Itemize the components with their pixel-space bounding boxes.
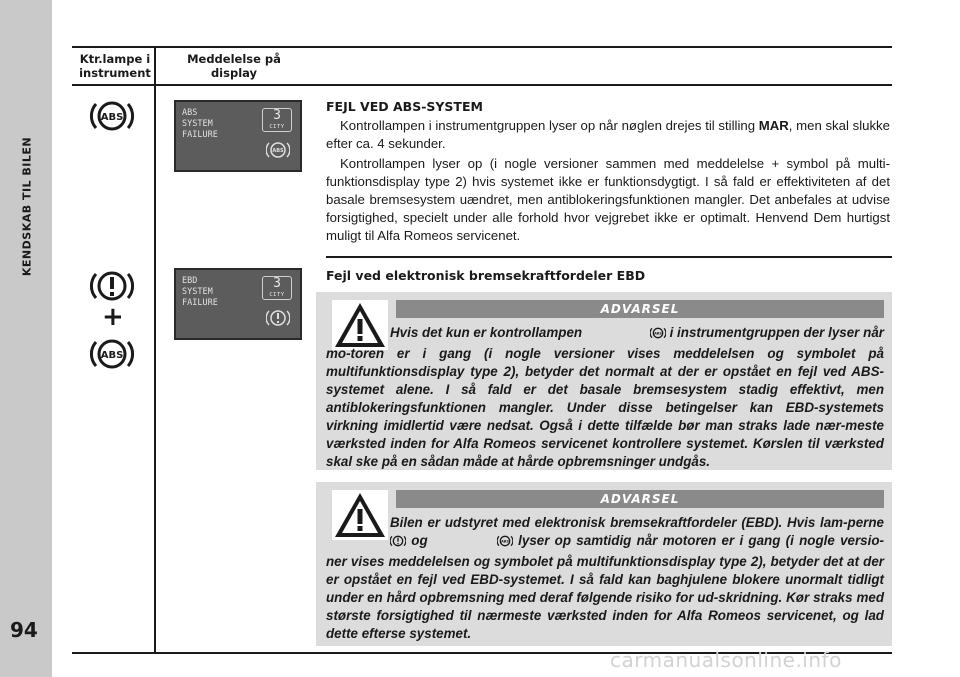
warning1-text-start: Hvis det kun er kontrollampen bbox=[390, 325, 586, 340]
warning-text-2 bbox=[326, 514, 884, 643]
page-number: 94 bbox=[10, 618, 38, 642]
warning-box-1 bbox=[316, 292, 892, 470]
paragraph-abs-2 bbox=[326, 155, 890, 245]
abs-icon bbox=[586, 326, 666, 345]
warning1-text-end: i instrumentgruppen der lyser når mo-toren er i gang (i nogle versioner vises meddelelsen og symbolet på multifunktionsdisplay type 2), betyder det normalt at der er opstået en fejl ved ABS-systemet alene. I så fald er det basale bremsesystem stadig effektivt, men antiblokeringsfunktionen mangler. Under disse betingelser kan EBD-systemets virkning imidlertid være nedsat. Også i dette tilfælde bør man straks lade nær-meste værksted inden for Alfa Romeos servicenet kontrollere systemet. Kørslen til værksted skal ske på en sådan måde at hårde opbremsninger undgås. bbox=[326, 325, 884, 469]
section-title-text: KENDSKAB TIL BILEN bbox=[20, 136, 34, 277]
abs-warning-icon bbox=[88, 334, 136, 378]
display-number: 3 bbox=[273, 276, 281, 291]
sidebar bbox=[0, 0, 52, 677]
display-message: EBD SYSTEM FAILURE bbox=[182, 276, 218, 308]
warning2-text-c: lyser op samtidig når motoren er i gang (i nogle versio-ner vises meddelelsen og symbolet på multifunktionsdisplay type 2), betyder det at der er opstået en fejl ved EBD-systemet. I så fald kan baghjulene blokere unormalt tidligt under en hård opbremsning med deraf følgende risiko for ud-skridning. Kør straks med største forsigtighed til nærmeste værksted inden for Alfa Romeos servicenet, og lad dette efterse systemet. bbox=[326, 533, 884, 641]
display-ebd-failure bbox=[174, 268, 302, 340]
display-gear-box bbox=[262, 108, 292, 132]
para1-text-end: , men skal slukke efter ca. 4 sekunder. bbox=[326, 118, 890, 151]
display-gear-box bbox=[262, 276, 292, 300]
brake-icon bbox=[266, 308, 290, 332]
para1-text: Kontrollampen i instrumentgruppen lyser op når nøglen drejes til stilling bbox=[340, 118, 759, 133]
svg-text:ABS: ABS bbox=[272, 148, 284, 154]
column-divider bbox=[154, 46, 156, 654]
warning-label: ADVARSEL bbox=[396, 300, 884, 318]
watermark: carmanualsonline.info bbox=[610, 648, 842, 672]
row-divider bbox=[326, 256, 892, 258]
para2-text: Kontrollampen lyser op (i nogle versioner sammen med meddelelse + symbol på multi-funktionsdisplay type 2) hvis systemet ikke er funktionsdygtigt. I så fald er effektiviteten af det basale bremsesystem uændret, men antiblokeringsfunktionen mangler. Det anbefales at udvise forsigtighed, specielt under alle forhold hvor vejgrebet ikke er optimalt. Henvend Dem hurtigst muligt til Alfa Romeos servicenet. bbox=[326, 156, 890, 243]
svg-text:ABS: ABS bbox=[100, 112, 124, 123]
abs-warning-icon bbox=[88, 96, 136, 140]
svg-text:ABS: ABS bbox=[501, 539, 509, 544]
abs-icon bbox=[433, 534, 513, 553]
table-top-rule bbox=[72, 46, 892, 48]
paragraph-abs-1 bbox=[326, 117, 890, 153]
svg-text:ABS: ABS bbox=[654, 331, 662, 336]
warning2-text-a: Bilen er udstyret med elektronisk bremsekraftfordeler (EBD). Hvis lam-perne bbox=[390, 515, 884, 530]
display-mode: CITY bbox=[269, 124, 285, 130]
svg-text:ABS: ABS bbox=[100, 350, 124, 361]
warning-label: ADVARSEL bbox=[396, 490, 884, 508]
display-abs-failure bbox=[174, 100, 302, 172]
warning-text-1 bbox=[326, 324, 884, 471]
plus-sign: + bbox=[102, 302, 124, 332]
brake-icon bbox=[326, 534, 406, 553]
abs-icon bbox=[266, 140, 290, 164]
heading-ebd-failure: Fejl ved elektronisk bremsekraftfordeler EBD bbox=[326, 268, 646, 283]
column-header-lamp: Ktr.lampe i instrument bbox=[79, 52, 151, 80]
display-message: ABS SYSTEM FAILURE bbox=[182, 108, 218, 140]
display-mode: CITY bbox=[269, 292, 285, 298]
heading-abs-failure: FEJL VED ABS-SYSTEM bbox=[326, 99, 483, 114]
warning-box-2 bbox=[316, 482, 892, 646]
para1-key-position: MAR bbox=[758, 118, 789, 133]
header-rule bbox=[72, 84, 892, 86]
display-number: 3 bbox=[273, 108, 281, 123]
section-title bbox=[4, 136, 48, 277]
column-header-display: Meddelelse på display bbox=[187, 52, 281, 80]
warning2-text-b: og bbox=[406, 533, 433, 548]
